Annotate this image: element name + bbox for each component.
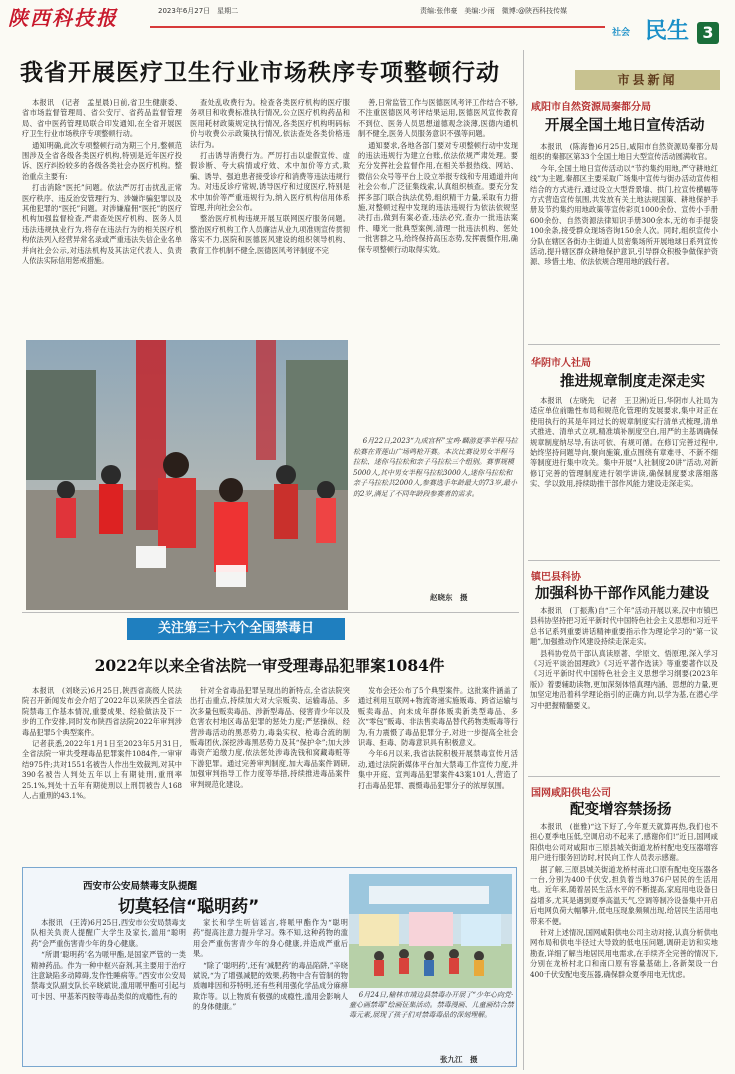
paragraph: 县科协党员干部认真读原著、学原文、悟原理,深入学习《习近平谈治国理政》《习近平著作选读》等重要著作以及《习近平新时代中国特色社会主义思想学习纲要(2023年版)》着要辅助读物,更加深刻体悟真理内涵、思想的力量,更加坚定地沿着科学理论指引的正确方向,以学为基,在潜心学习中把握精髓要义。 (530, 648, 718, 710)
drug-column-1 (22, 686, 182, 858)
page-number-badge: 3 (697, 22, 719, 44)
article-title: 配变增容禁扬扬 (570, 802, 672, 818)
paragraph: 本报讯 (崔雅)“这下好了,今年夏天就算再热,我们也不担心夏季电压低,空调启动不起来了,感谢你们!”近日,国网咸阳供电公司对咸阳市三原县城关街道龙桥村配电变压器增容用户进行服务回访时,村民向工作人员表示感谢。 (530, 822, 718, 863)
paragraph: 针对全省毒品犯罪呈现出的新特点,全省法院突出打击重点,持续加大对大宗贩卖、运输毒品、多次多量包贩卖毒品、涉新型毒品、侵害青少年以及危害农村地区毒品犯罪的惩处力度;严惩操纵、经营涉毒活动的黑恶势力,毒枭实权、枪毒合流的制贩毒团伙,深挖涉毒黑恶势力及其“保护伞”;加大涉毒资产追缴力度,依法惩处涉毒洗钱和窝藏毒赃等下游犯罪。通过完善审判制度,加大毒品案件调研,加强审判指导工作力度等举措,持续推进毒品案件审判规范化建设。 (190, 686, 350, 789)
paragraph: 本报讯 (左晓先 记者 王卫洲)近日,华阴市人社局为适应单位前瞻性布局和规范化管理的发展要求,集中对正在使用执行的其是年同过长的规章制度实行清单式梳理,清单式推进、清单式立项,精准填补制度空白,用严的主基调确保规章制度纳尽导,有法可依、有规可循。在修订完善过程中,始终坚持问题导向,聚向施策,重点围绕有章难寻、不新不细等制度进行集中攻关。集中开展“人社制度20讲”活动,对新修订完善的管理制度进行领学讲读,确保制度要求落细落实、学以致用,持续助推干部作风能力建设走深走实。 (530, 396, 718, 489)
drug-column-2 (190, 686, 350, 858)
article-title: 加强科协干部作风能力建设 (535, 586, 709, 602)
article-kicker: 咸阳市自然资源局秦都分局 (531, 102, 651, 113)
drawing-contest-caption: 6月24日,榆林市靖边县禁毒办开展了“少年心向党·童心画禁毒”绘画征集活动。禁毒漫画、儿童画结合禁毒元素,展现了孩子们对禁毒毒品的深刻理解。 (349, 991, 514, 1019)
paragraph: “除了‘聪明药’,还有‘减肥药’的毒品陷阱,”辛晓斌说,“为了增强减肥的效果,药物中含有管制的物质咖啡因和芬特明,还有些利用强化学品成分麻痹欺诈等。以上物质有极强的成瘾性,滥用会影响人的身体健康。” (193, 960, 348, 1012)
paragraph: “所谓‘聪明药’名为哌甲酯,是国家严管的一类精神药品。作为一种中枢兴奋剂,其主要用于治疗注意缺陷多动障碍,发作性睡病等。”西安市公安局禁毒支队副支队长辛晓斌说,滥用哌甲酯可引起与可卡因、甲基苯丙胺等毒品类似的成瘾性,有的 (31, 950, 186, 1001)
paragraph: 记者获悉,2022年1月1日至2023年5月31日,全省法院一审共受理毒品犯罪案件1084件,一审审结975件;共对1551名被告人作出生效裁判,对其中390名被告人判处五年以上有期徒刑,重刑率25.1%,判处十五年有期徒刑以上刑罚被告人168人,占重刑的43.1%。 (22, 739, 182, 801)
city-article-4 (530, 822, 718, 1070)
lead-column-2 (190, 98, 350, 336)
sub-kicker: 西安市公安局禁毒支队提醒 (83, 881, 198, 892)
paragraph: 打击诱导消费行为。严厉打击以虚假宣传、虚假诊断、夸大病情或疗效、术中加价等方式,欺骗、诱导、强迫患者接受诊疗和消费等违法违规行为。对违反诊疗常规,诱导医疗和过度医疗,特别是术中加价等严重违规行为,纳入医疗机构信用体系管理,并向社会公布。 (190, 151, 350, 213)
city-article-2 (530, 396, 718, 556)
drug-headline: 2022年以来全省法院一审受理毒品犯罪案1084件 (94, 656, 445, 675)
lead-column-3 (358, 98, 518, 336)
drawing-contest-credit: 张九江 摄 (440, 1055, 478, 1064)
paragraph: 本报讯 (刘晓云)6月25日,陕西省高级人民法院召开新闻发布会介绍了2022年以来陕西全省法院禁毒工作基本情况,重要成果、经验做法及下一步的工作安排,同时发布陕西省法院2022年审判涉毒品犯罪5个典型案件。 (22, 686, 182, 737)
paragraph: 打击消除“医托”问题。依法严厉打击扰乱正常医疗秩序、违反治安管理行为、涉嫌诈骗犯罪以及其他犯罪的“医托”问题。对涉嫌雇佣“医托”的医疗机构加强监督检查,严肃查处医疗机构、医务人员违法违规执业行为,将存在违法行为的相关医疗机构依法列入经营异常名录或严重违法失信企业名单并向社会公示,对违法机构及其法定代表人、负责人依法实际信用惩戒措施。 (22, 183, 182, 266)
paragraph: 本报讯 (王涛)6月25日,西安市公安局禁毒支队相关负责人提醒广大学生及家长,滥用“聪明药”会严重伤害青少年的身心健康。 (31, 918, 186, 948)
marathon-photo (26, 340, 348, 610)
paragraph: 发布会还公布了5个典型案件。这批案件涵盖了通过利用互联网+物流寄递实施贩毒、跨省运输与贩卖毒品、向未成年群体贩卖新类型毒品、多次“零包”贩毒、非法售卖毒品替代药物类贩毒等行为,有力震慑了毒品犯罪分子,对进一步提高全社会识毒、拒毒、防毒意识具有积极意义。 (358, 686, 518, 748)
paragraph: 家长和学生听信谣言,将哌甲酯作为“聪明药”提高注意力提升学习。殊不知,这种药物的滥用会严重伤害青少年的身心健康,并造成严重后果。 (193, 918, 348, 959)
lead-headline: 我省开展医疗卫生行业市场秩序专项整顿行动 (20, 60, 500, 86)
article-kicker: 国网咸阳供电公司 (531, 788, 611, 799)
sub-title: 切莫轻信“聪明药” (118, 897, 260, 917)
header-rule (150, 26, 605, 28)
paragraph: 本报讯 (丁振燕)自“三个年”活动开展以来,汉中市镇巴县科协坚持把习近平新时代中国特色社会主义思想和习近平总书记系列重要讲话精神重要指示作为理论学习的“第一议题”,加强推动作风建设持续走深走实。 (530, 606, 718, 647)
lead-column-1 (22, 98, 182, 336)
city-article-1 (530, 142, 718, 340)
divider (528, 560, 720, 561)
paragraph: 本报讯 (记者 孟星晨)日前,省卫生健康委、省市场监督管理局、省公安厅、省药品监督管理局、省中医药管理局联合印发通知,在全省开展医疗卫生行业市场秩序专项整顿行动。 (22, 98, 182, 139)
city-article-3 (530, 606, 718, 772)
column-divider (523, 50, 524, 1070)
article-kicker: 华阴市人社局 (531, 358, 591, 369)
drawing-contest-photo (349, 874, 512, 988)
section-title: 民生 (645, 19, 690, 44)
paragraph: 通知要求,各地各部门要对专项整顿行动中发现的违法违规行为建立台账,依法依规严肃处理。要充分发挥社会监督作用,在相关举报热线、网站、微信公众号等平台上设立举报专线和专用通道并向社会公布,广泛征集线索,认真组织核查。要充分发挥多部门联合执法优势,组织精干力量,采取有力措施,对整顿过程中发现的违法违规行为依法依规坚决打击,做到有案必查,违法必究,查办一批违法案件、曝光一批典型案例,清理一批违法机构、惩处一批害群之马,给终保持高压态势,发挥震慑作用,确保专项整顿行动取得实效。 (358, 140, 518, 254)
marathon-caption: 6月22日,2023“九成宫杯”宝鸡·麟游夏季半程马拉松赛在青莲山广场鸣枪开赛。本次比赛设男女半程马拉松、迷你马拉松和亲子马拉松三个组别。赛事规模5000人,其中男女半程马拉松3000人,迷你马拉松和亲子马拉松共2000人,参赛选手年龄最大的73岁,最小的2岁,满足了不同年龄段参赛者的需求。 (353, 437, 518, 498)
paper-name: 陕西科技报 (8, 6, 118, 30)
paragraph: 通知明确,此次专项整顿行动为期三个月,整顿范围涉及全省各级各类医疗机构,特别是近年医疗投诉、医疗纠纷较多的各级各类社会办医疗机构。整治重点主要有: (22, 140, 182, 181)
article-title: 开展全国土地日宣传活动 (545, 118, 705, 134)
drug-column-3 (358, 686, 518, 858)
article-kicker: 镇巴县科协 (531, 572, 581, 583)
paragraph: 据了解,三原县城关街道龙桥村南北口原有配电变压器各一台,分别为400千伏安,担负着当地376户居民的生活用电。近年来,随着居民生活水平的不断提高,家庭用电设备日益增多,尤其是遇到夏季高温天气,空调等制冷设备集中开启后电网负荷大幅攀升,低电压现象频频出现,给居民生活用电带来不便。 (530, 864, 718, 926)
paragraph: 整治医疗机构违规开展互联网医疗服务问题。整治医疗机构工作人员廉洁从业九项准则宣传贯彻落实不力,医院和医德医风建设的组织领导机构、教育工作机制不健全,医德医风考评制度不完 (190, 214, 350, 255)
paragraph: 查处乱收费行为。检查各类医疗机构的医疗服务项目和收费标准执行情况,公立医疗机构药品和医用耗材政策规定执行情况,各类医疗机构明码标价与收费公示政策执行情况,依法查处各类价格违法行为。 (190, 98, 350, 149)
sub-column-2 (193, 918, 348, 1063)
sub-column-1 (31, 918, 186, 1063)
divider (528, 776, 720, 777)
paragraph: 今年6月以来,我省法院积极开展禁毒宣传月活动,通过法院新媒体平台加大禁毒工作宣传力度,并集中开庭、宣判毒品犯罪案件43案101人,营造了打击毒品犯罪、震慑毒品犯罪分子的浓厚氛围。 (358, 749, 518, 790)
paragraph: 善,日常监管工作与医德医风考评工作结合不够,不注重医德医风考评结果运用,医德医风宣传教育不到位、医务人员思想道德观念淡薄,医德内通机制不健全,医务人员服务意识不强等问题。 (358, 98, 518, 139)
editors-info: 责编:张伟豪 美编:少雨 微博:@陕西科技传媒 (420, 7, 568, 15)
marathon-credit: 赵晓东 摄 (430, 593, 468, 602)
city-news-tab: 市县新闻 (575, 70, 720, 90)
divider (528, 344, 720, 345)
divider (22, 612, 519, 613)
issue-date: 2023年6月27日 星期二 (158, 7, 239, 15)
section-name: 社会 (612, 28, 631, 38)
article-title: 推进规章制度走深走实 (560, 374, 705, 390)
anti-drug-banner: 关注第三十六个全国禁毒日 (127, 618, 345, 640)
paragraph: 本报讯 (陈海鲁)6月25日,咸阳市自然资源局秦都分局组织的秦都区第33个全国土地日大型宣传活动圆满收官。 (530, 142, 718, 162)
paragraph: 针对上述情况,国网咸阳供电公司主动对接,认真分析供电网布局和供电半径过大导致的低电压问题,调研走访和实地勘查,详细了解当地居民用电需求,在手续齐全完善的情况下,分别在龙桥村北口和南口原有容量基础上,各新架设一台400千伏安配电变压器,确保群众夏季用电无忧虑。 (530, 928, 718, 979)
paragraph: 今年,全国土地日宣传活动以“节约集约用地,严守耕地红线”为主题,秦都区主要采取广场集中宣传与街办活动宣传相结合的方式进行,通过设立大型背景墙、拱门,拉宣传横幅等方式营造宣传氛围,共发放有关土地法规国策、耕地保护手册及节约集约用地政策等宣传彩页1000余份、宣传小手册600余份、自然资源法律知识手册300余本,无纺布手提袋100余条,接受群众现场咨询150余人次。同时,组织宣传小分队在辖区各街办主街道人员密集场所开展地球日系列宣传活动,提升辖区群众耕地保护意识,引导群众积极争做保护资源、珍惜土地、依法依规合理用地的践行者。 (530, 163, 718, 267)
